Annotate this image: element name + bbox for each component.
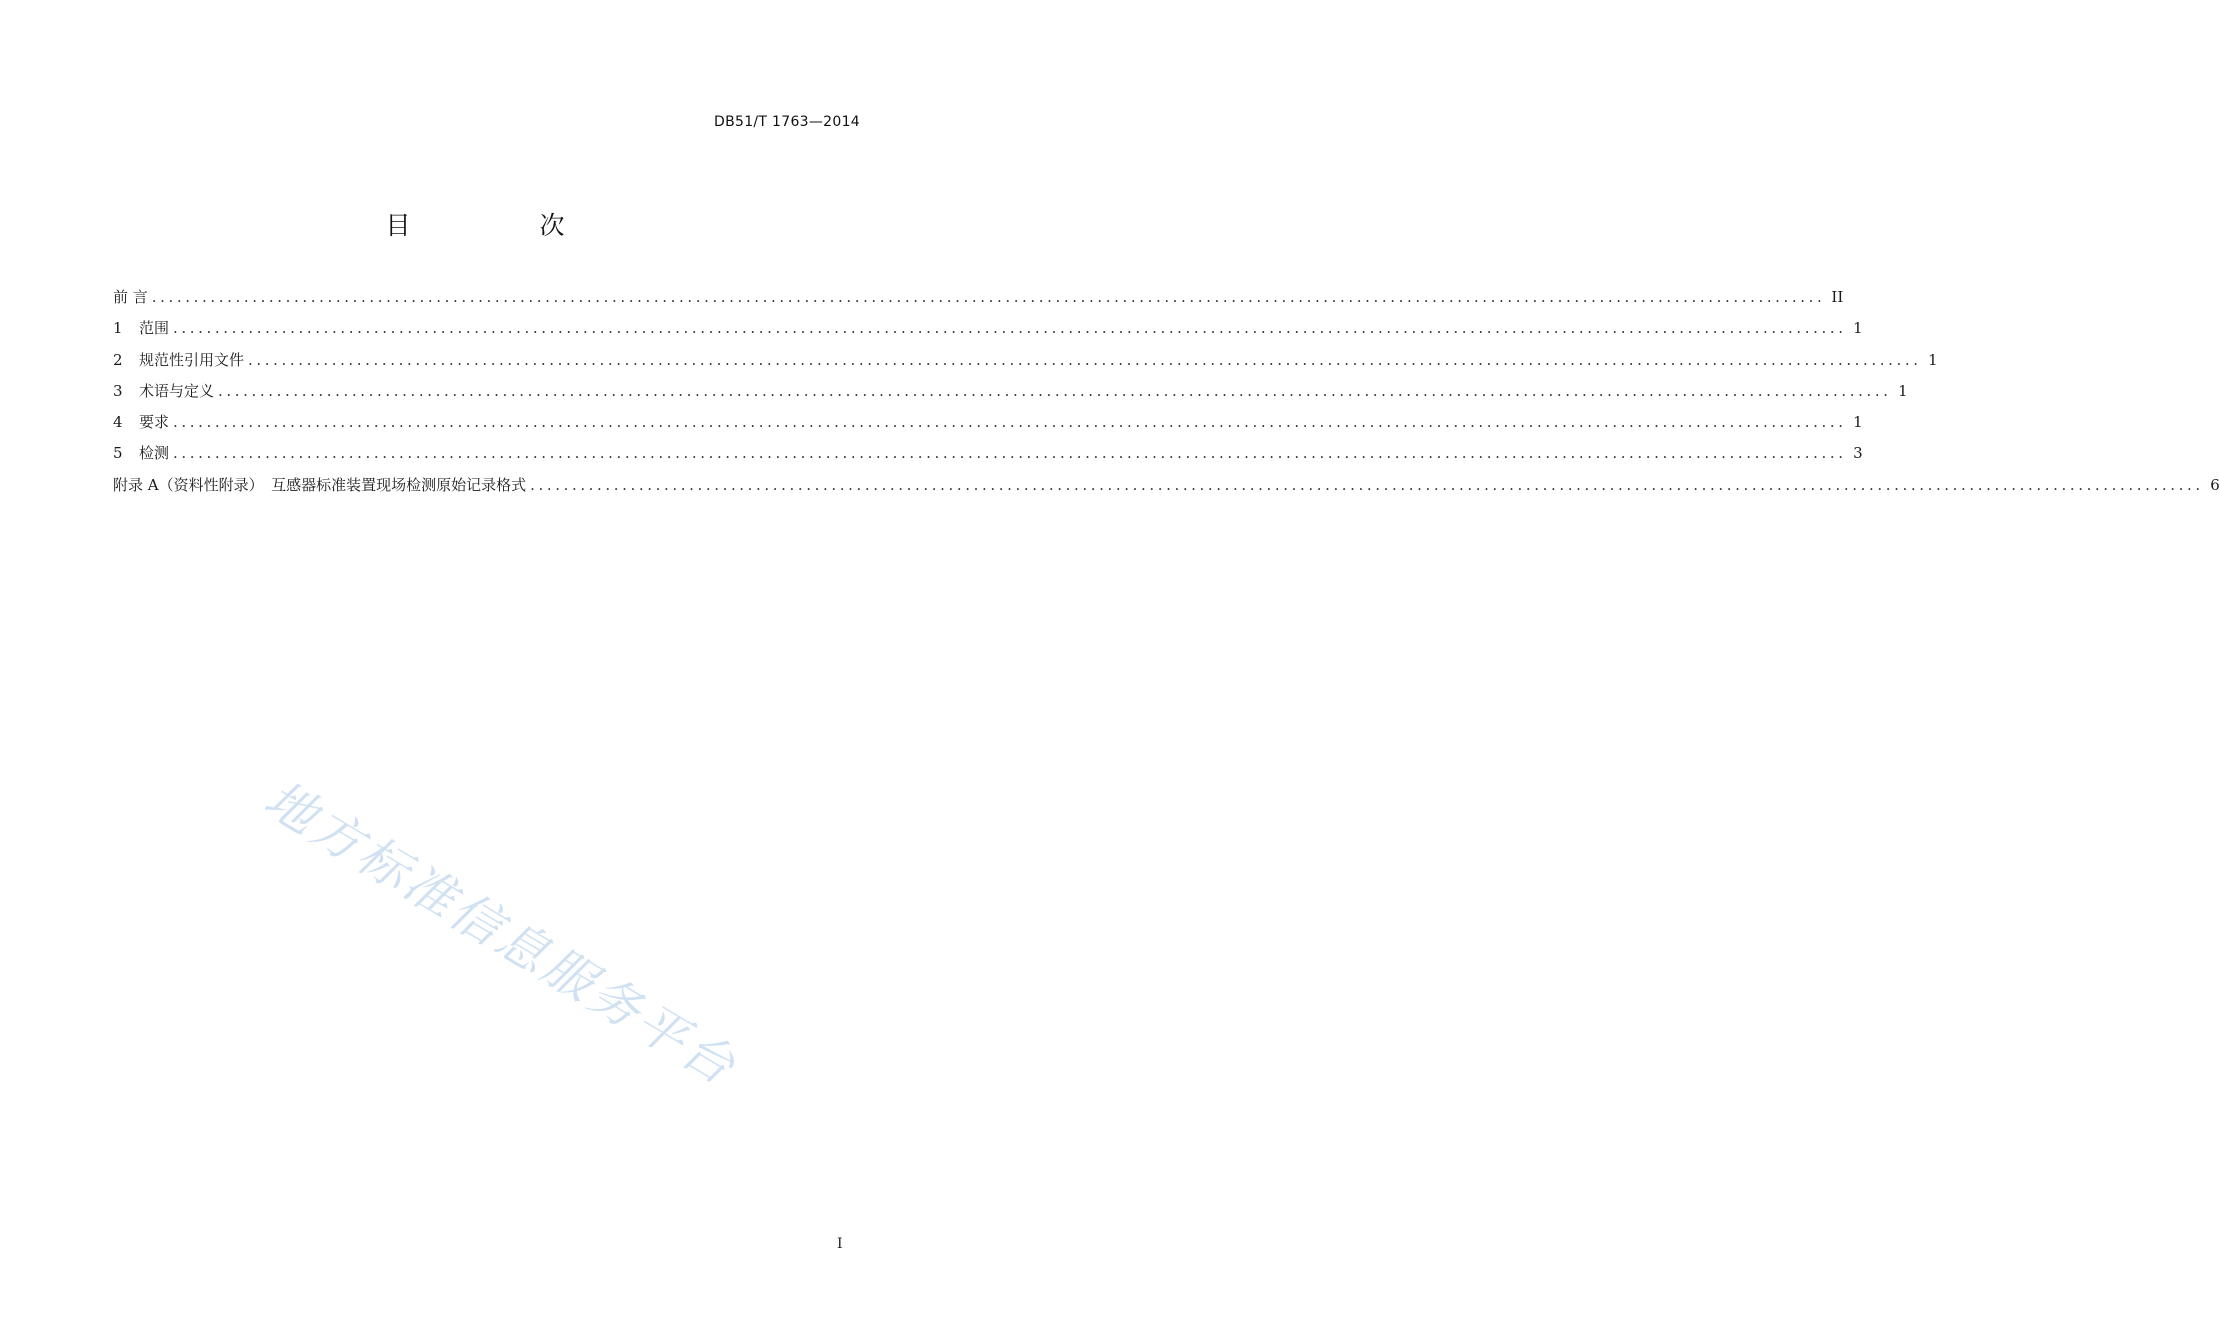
toc-entry-page: 1 <box>1853 413 1863 432</box>
toc-entry-page: 1 <box>1928 350 1938 369</box>
toc-entry-terms-definitions[interactable] <box>113 380 1908 411</box>
toc-entry-label: 规范性引用文件 <box>139 350 245 369</box>
toc-entry-number: 2 <box>113 350 123 369</box>
toc-entry-appendix-a[interactable] <box>113 474 2220 505</box>
toc-entry-label: 范围 <box>139 319 170 338</box>
toc-entry-page: 1 <box>1853 319 1863 338</box>
toc-leader-dots: ........................................................................................................................................................................................................ <box>218 381 1892 400</box>
toc-entry-label: 要求 <box>139 413 170 432</box>
toc-entry-requirements[interactable] <box>113 411 1863 442</box>
toc-entry-page: II <box>1831 288 1844 306</box>
toc-leader-dots: ........................................................................................................................................................................................................ <box>173 444 1847 463</box>
toc-entry-label: 附录 A（资料性附录） 互感器标准装置现场检测原始记录格式 <box>113 475 527 494</box>
toc-leader-dots: ........................................................................................................................................................................................................ <box>248 350 1922 369</box>
toc-leader-dots: ........................................................................................................................................................................................................ <box>173 413 1847 432</box>
toc-entry-number: 1 <box>113 319 123 338</box>
toc-entry-normative-references[interactable] <box>113 349 1938 380</box>
page-number: I <box>837 1236 843 1252</box>
toc-entry-page: 1 <box>1898 381 1908 400</box>
toc-entry-number: 5 <box>113 444 123 463</box>
page-title: 目 次 <box>385 211 617 240</box>
toc-entry-page: 6 <box>2210 475 2220 494</box>
toc-entry-label: 前 言 <box>113 288 148 306</box>
toc-entry-foreword[interactable] <box>113 286 1844 317</box>
watermark: 地方标准信息服务平台 <box>254 769 748 1098</box>
table-of-contents <box>113 286 2220 505</box>
toc-entry-page: 3 <box>1853 444 1863 463</box>
toc-leader-dots: ........................................................................................................................................................................................................ <box>173 319 1847 338</box>
toc-entry-inspection[interactable] <box>113 442 1863 473</box>
toc-leader-dots: ........................................................................................................................................................................................................ <box>530 475 2204 494</box>
toc-leader-dots: ........................................................................................................................................................................................................ <box>151 288 1826 306</box>
toc-entry-scope[interactable] <box>113 317 1863 348</box>
toc-entry-label: 术语与定义 <box>139 381 215 400</box>
toc-entry-number: 3 <box>113 381 123 400</box>
toc-entry-label: 检测 <box>139 444 170 463</box>
toc-entry-number: 4 <box>113 413 123 432</box>
document-code: DB51/T 1763—2014 <box>714 114 860 130</box>
